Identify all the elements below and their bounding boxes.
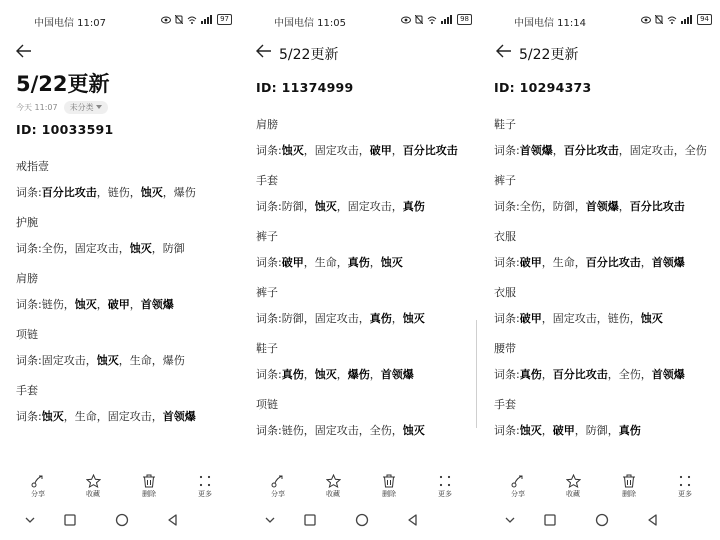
share-label: 分享 [511,490,525,498]
attribute-text: ，链伤， [96,186,141,199]
attribute-text: ，固定攻击， [336,200,403,213]
attribute-text: ， [129,298,141,311]
delete-button[interactable] [129,474,169,499]
list-item [494,174,707,230]
attribute-text: 词条:链伤， [16,298,75,311]
highlighted-attribute: 蚀灭 [96,354,119,367]
square-icon [62,512,78,528]
list-item [256,398,458,454]
list-item [494,286,707,342]
mute-icon [415,15,423,24]
circle-icon [594,512,610,528]
attribute-text: ， [391,144,403,157]
item-attributes [16,410,196,424]
list-item [16,216,196,272]
more-label: 更多 [198,490,212,498]
highlighted-attribute: 蚀灭 [314,200,337,213]
highlighted-attribute: 破甲 [519,256,542,269]
status-bar [480,13,718,29]
attribute-text: 词条: [16,186,42,199]
attribute-text: ， [369,368,381,381]
share-button[interactable] [258,474,298,499]
note-toolbar [240,474,478,504]
attribute-text: ，固定攻击，链伤， [541,312,641,325]
highlighted-attribute: 首领爆 [651,368,685,381]
carrier-time: 中国电信 11:14 [514,18,586,29]
back-arrow-icon [255,43,273,59]
item-name: 手套 [256,174,278,187]
attribute-text: ， [391,312,403,325]
id-line: ID: 10033591 [16,122,114,137]
attribute-text: ，全伤， [607,368,652,381]
category-label: 未分类 [69,103,94,112]
item-name: 手套 [16,384,38,397]
highlighted-attribute: 首领爆 [162,410,196,423]
nav-collapse-button[interactable] [502,512,518,528]
chevron-down-icon [22,512,38,528]
delete-label: 删除 [382,490,396,498]
highlighted-attribute: 百分比攻击 [563,144,619,157]
list-item [256,230,458,286]
item-attributes [16,354,196,368]
triangle-back-icon [405,512,421,528]
delete-label: 删除 [622,490,636,498]
more-dots-icon [438,474,452,488]
highlighted-attribute: 蚀灭 [140,186,163,199]
attribute-text: ， [96,298,108,311]
item-attributes [494,144,707,158]
highlighted-attribute: 真伤 [369,312,392,325]
favorite-button[interactable] [313,474,353,499]
nav-recents-button[interactable] [302,512,318,528]
item-attributes [256,144,458,158]
wifi-icon [667,16,677,24]
highlighted-attribute: 百分比攻击 [552,368,608,381]
item-list [16,160,196,440]
item-attributes [16,242,196,256]
chevron-down-icon [502,512,518,528]
attribute-text: 词条: [494,144,520,157]
attribute-text: ， [369,256,381,269]
attribute-text: ， [640,256,652,269]
list-item [494,118,707,174]
attribute-text: ，生命， [303,256,348,269]
nav-home-button[interactable] [354,512,370,528]
star-icon [326,474,341,488]
item-name: 肩膀 [256,118,278,131]
favorite-button[interactable] [553,474,593,499]
delete-button[interactable] [369,474,409,499]
circle-icon [114,512,130,528]
highlighted-attribute: 蚀灭 [41,410,64,423]
item-name: 衣服 [494,230,516,243]
highlighted-attribute: 蚀灭 [402,312,425,325]
more-label: 更多 [678,490,692,498]
highlighted-attribute: 蚀灭 [314,368,337,381]
highlighted-attribute: 破甲 [281,256,304,269]
mute-icon [655,15,663,24]
highlighted-attribute: 真伤 [618,424,641,437]
mute-icon [175,15,183,24]
highlighted-attribute: 破甲 [552,424,575,437]
more-dots-icon [678,474,692,488]
carrier-time: 中国电信 11:05 [274,18,346,29]
highlighted-attribute: 真伤 [402,200,425,213]
item-list [256,118,458,454]
note-panel-3 [480,0,718,540]
more-dots-icon [198,474,212,488]
status-bar [0,13,238,29]
item-attributes [256,200,458,214]
list-item [256,286,458,342]
more-label: 更多 [438,490,452,498]
attribute-text: 词条: [494,256,520,269]
more-button[interactable] [665,474,705,499]
item-name: 裤子 [494,174,516,187]
battery-icon: 98 [457,14,472,25]
note-title: 5/22更新 [279,47,339,63]
note-meta [16,101,108,114]
attribute-text: ，生命，固定攻击， [63,410,163,423]
square-icon [302,512,318,528]
square-icon [542,512,558,528]
attribute-text: ，固定攻击，全伤 [618,144,707,157]
signal-icon [201,15,213,24]
highlighted-attribute: 爆伤 [347,368,370,381]
highlighted-attribute: 百分比攻击 [41,186,97,199]
attribute-text: 词条:固定攻击， [16,354,97,367]
status-bar [240,13,478,29]
note-toolbar [480,474,718,504]
list-item [16,384,196,440]
category-dropdown[interactable] [64,101,108,114]
item-name: 裤子 [256,286,278,299]
chevron-down-icon [262,512,278,528]
attribute-text: ，爆伤 [162,186,196,199]
attribute-text: 词条:防御， [256,200,315,213]
item-attributes [16,186,196,200]
attribute-text: ，固定攻击， [303,144,370,157]
star-icon [86,474,101,488]
star-icon [566,474,581,488]
share-label: 分享 [271,490,285,498]
highlighted-attribute: 百分比攻击 [585,256,641,269]
attribute-text: 词条:链伤，固定攻击，全伤， [256,424,403,437]
id-line: ID: 11374999 [256,80,354,95]
highlighted-attribute: 蚀灭 [129,242,152,255]
item-name: 项链 [256,398,278,411]
delete-label: 删除 [142,490,156,498]
attribute-text: ，防御， [574,424,619,437]
highlighted-attribute: 蚀灭 [74,298,97,311]
list-item [16,272,196,328]
highlighted-attribute: 蚀灭 [380,256,403,269]
attribute-text: 词条:全伤，固定攻击， [16,242,130,255]
more-button[interactable] [425,474,465,499]
item-attributes [494,312,707,326]
eye-icon [161,16,171,24]
triangle-back-icon [645,512,661,528]
list-item [256,118,458,174]
nav-back-button[interactable] [645,512,661,528]
note-title: 5/22更新 [519,47,579,63]
back-button[interactable] [15,43,35,63]
item-name: 戒指壹 [16,160,49,173]
highlighted-attribute: 蚀灭 [402,424,425,437]
trash-icon [622,474,636,488]
attribute-text: 词条: [256,256,282,269]
eye-icon [401,16,411,24]
battery-icon: 94 [697,14,712,25]
nav-home-button[interactable] [594,512,610,528]
back-button[interactable] [495,43,515,63]
signal-icon [681,15,693,24]
highlighted-attribute: 破甲 [369,144,392,157]
circle-icon [354,512,370,528]
trash-icon [382,474,396,488]
back-arrow-icon [15,43,33,59]
item-name: 肩膀 [16,272,38,285]
highlighted-attribute: 真伤 [519,368,542,381]
attribute-text: ， [618,200,630,213]
highlighted-attribute: 真伤 [281,368,304,381]
item-name: 衣服 [494,286,516,299]
attribute-text: 词条:防御，固定攻击， [256,312,370,325]
item-name: 鞋子 [256,342,278,355]
attribute-text: 词条: [494,368,520,381]
item-name: 腰带 [494,342,516,355]
attribute-text: ， [541,424,553,437]
item-attributes [494,368,707,382]
attribute-text: 词条: [256,144,282,157]
highlighted-attribute: 首领爆 [651,256,685,269]
list-item [494,230,707,286]
wifi-icon [427,16,437,24]
favorite-label: 收藏 [86,490,100,498]
share-icon [271,474,285,488]
system-nav-bar [480,510,718,530]
attribute-text: 词条:全伤，防御， [494,200,586,213]
status-icons [401,14,472,25]
highlighted-attribute: 首领爆 [140,298,174,311]
list-item [256,342,458,398]
share-button[interactable] [18,474,58,499]
item-attributes [494,256,707,270]
share-icon [511,474,525,488]
highlighted-attribute: 真伤 [347,256,370,269]
item-list [494,118,707,454]
note-timestamp: 今天 11:07 [16,103,58,112]
attribute-text: ， [303,368,315,381]
wifi-icon [187,16,197,24]
highlighted-attribute: 破甲 [519,312,542,325]
nav-back-button[interactable] [405,512,421,528]
list-item [494,342,707,398]
share-button[interactable] [498,474,538,499]
highlighted-attribute: 蚀灭 [281,144,304,157]
system-nav-bar [0,510,238,530]
favorite-button[interactable] [73,474,113,499]
highlighted-attribute: 蚀灭 [640,312,663,325]
note-panel-1 [0,0,238,540]
attribute-text: 词条: [256,368,282,381]
highlighted-attribute: 首领爆 [380,368,414,381]
item-attributes [494,424,707,438]
highlighted-attribute: 破甲 [107,298,130,311]
carrier-time: 中国电信 11:07 [34,18,106,29]
nav-collapse-button[interactable] [22,512,38,528]
nav-recents-button[interactable] [62,512,78,528]
item-attributes [494,200,707,214]
item-attributes [256,256,458,270]
item-attributes [16,298,196,312]
nav-recents-button[interactable] [542,512,558,528]
list-item [256,174,458,230]
status-icons [641,14,712,25]
highlighted-attribute: 首领爆 [585,200,619,213]
delete-button[interactable] [609,474,649,499]
highlighted-attribute: 蚀灭 [519,424,542,437]
attribute-text: ，防御 [151,242,185,255]
item-name: 鞋子 [494,118,516,131]
list-item [16,160,196,216]
status-icons [161,14,232,25]
attribute-text: ，生命， [541,256,586,269]
highlighted-attribute: 百分比攻击 [629,200,685,213]
share-label: 分享 [31,490,45,498]
share-icon [31,474,45,488]
item-attributes [256,312,458,326]
highlighted-attribute: 首领爆 [519,144,553,157]
system-nav-bar [240,510,478,530]
battery-icon: 97 [217,14,232,25]
note-toolbar [0,474,238,504]
triangle-back-icon [165,512,181,528]
item-name: 项链 [16,328,38,341]
attribute-text: 词条: [494,312,520,325]
list-item [494,398,707,454]
attribute-text: ， [336,368,348,381]
note-title: 5/22更新 [16,72,110,96]
attribute-text: 词条: [494,424,520,437]
item-name: 手套 [494,398,516,411]
nav-home-button[interactable] [114,512,130,528]
panel-divider [476,320,477,428]
eye-icon [641,16,651,24]
highlighted-attribute: 百分比攻击 [402,144,458,157]
note-panel-2 [240,0,478,540]
item-name: 护腕 [16,216,38,229]
trash-icon [142,474,156,488]
item-attributes [256,368,458,382]
dropdown-caret-icon [96,105,102,110]
favorite-label: 收藏 [566,490,580,498]
nav-collapse-button[interactable] [262,512,278,528]
attribute-text: 词条: [16,410,42,423]
nav-back-button[interactable] [165,512,181,528]
favorite-label: 收藏 [326,490,340,498]
id-line: ID: 10294373 [494,80,592,95]
attribute-text: ，生命，爆伤 [118,354,185,367]
signal-icon [441,15,453,24]
attribute-text: ， [541,368,553,381]
list-item [16,328,196,384]
back-button[interactable] [255,43,275,63]
more-button[interactable] [185,474,225,499]
item-name: 裤子 [256,230,278,243]
item-attributes [256,424,458,438]
attribute-text: ， [552,144,564,157]
back-arrow-icon [495,43,513,59]
